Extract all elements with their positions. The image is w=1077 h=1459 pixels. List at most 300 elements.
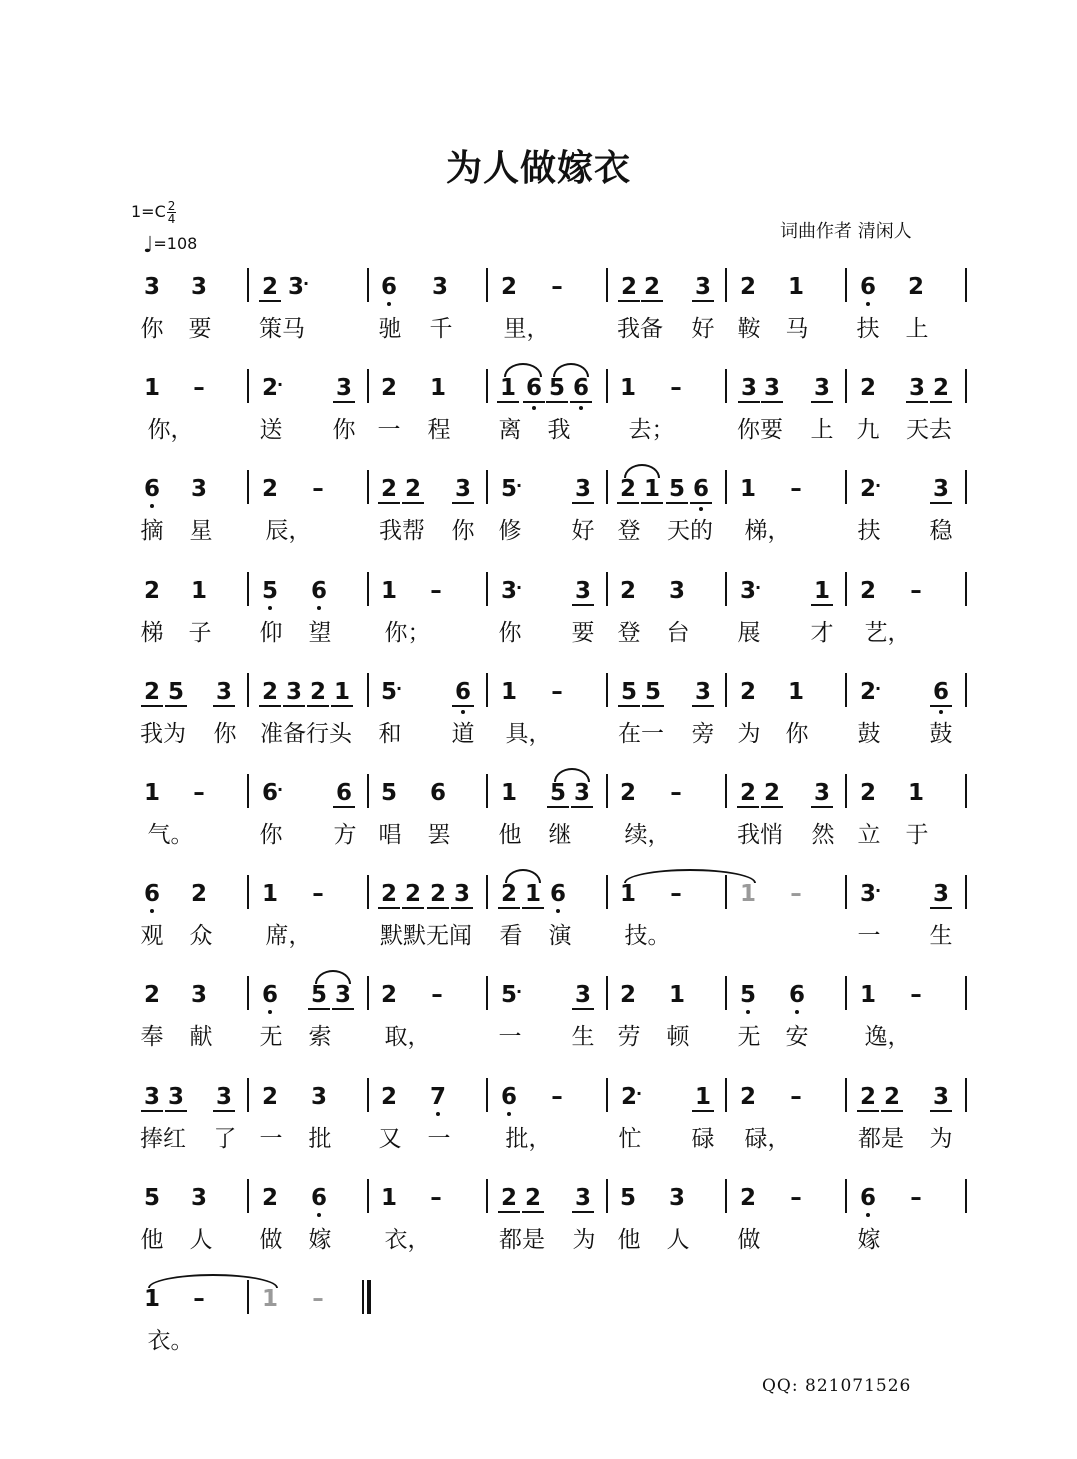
- note-digit: 6: [310, 577, 327, 604]
- lyric-syllable: 你: [498, 619, 522, 646]
- note: [496, 478, 522, 501]
- note-digit: 6: [572, 375, 589, 402]
- barline: [486, 1078, 488, 1112]
- note-digit: 3: [859, 881, 876, 908]
- note: [903, 276, 929, 299]
- barline: [247, 1179, 249, 1213]
- note: [640, 678, 666, 705]
- low-octave-dot: [150, 504, 154, 508]
- note: [690, 678, 716, 705]
- note: [376, 577, 402, 604]
- low-octave-dot: [268, 1010, 272, 1014]
- barline: [367, 470, 369, 504]
- note: [186, 276, 212, 299]
- barline: [486, 875, 488, 909]
- lyric-syllable: 梯，: [744, 518, 791, 545]
- note: [257, 1288, 283, 1311]
- lyric-syllable: 鼓: [929, 720, 953, 747]
- note: [615, 782, 641, 805]
- lyric-syllable: 顿: [666, 1024, 690, 1051]
- lyric-syllable: 程: [427, 417, 451, 444]
- note: [257, 984, 283, 1007]
- underline-beam: [522, 1211, 544, 1213]
- lyric-syllable: 演: [548, 923, 572, 950]
- augmentation-dot: ·: [875, 476, 882, 496]
- key-signature: [131, 200, 176, 225]
- note-digit: 2: [739, 1184, 756, 1211]
- sustain-dash: [423, 1184, 449, 1211]
- note-digit: 5: [620, 678, 637, 705]
- underline-beam: [333, 806, 355, 808]
- lyric-syllable: 取，: [384, 1024, 431, 1051]
- low-octave-dot: [507, 1112, 511, 1116]
- note-digit: 1: [739, 881, 756, 908]
- underline-beam: [522, 907, 544, 909]
- note: [616, 678, 642, 705]
- barline: [725, 369, 727, 403]
- lyric-syllable: 你；: [384, 619, 431, 646]
- note-digit: 1: [643, 476, 660, 503]
- lyric-syllable: 你: [213, 720, 237, 747]
- note: [331, 377, 357, 400]
- note-digit: 2: [261, 1184, 278, 1211]
- lyric-syllable: 看: [499, 923, 523, 950]
- note-digit: 5: [380, 780, 397, 806]
- barline: [606, 875, 608, 909]
- note: [615, 478, 641, 501]
- underline-beam: [498, 1211, 520, 1213]
- note: [211, 1083, 237, 1110]
- sustain-dash: [783, 1184, 809, 1211]
- note-digit: 2: [859, 476, 876, 503]
- augmentation-dot: ·: [277, 375, 284, 395]
- note-digit: 5: [644, 678, 661, 705]
- barline: [247, 1078, 249, 1112]
- barline: [367, 875, 369, 909]
- note: [186, 883, 212, 906]
- tie-slur: [505, 869, 541, 883]
- note-digit: 6: [788, 982, 805, 1009]
- note: [616, 276, 642, 299]
- barline: [367, 369, 369, 403]
- lyric-syllable: 在一: [618, 720, 664, 747]
- note-digit: 5: [143, 1184, 160, 1211]
- note: [139, 1083, 165, 1110]
- barline: [486, 673, 488, 707]
- note-digit: 1: [380, 1184, 397, 1211]
- lyric-syllable: 道: [451, 720, 475, 747]
- underline-beam: [378, 907, 400, 909]
- note: [376, 377, 402, 400]
- sustain-dash: [544, 1083, 570, 1110]
- lyric-syllable: 为: [929, 1125, 953, 1152]
- low-octave-dot: [461, 710, 465, 714]
- note-digit: 3: [813, 375, 830, 402]
- underline-beam: [452, 502, 474, 504]
- low-octave-dot: [579, 406, 583, 410]
- note: [425, 782, 451, 805]
- underline-beam: [259, 300, 281, 302]
- barline: [247, 976, 249, 1010]
- low-octave-dot: [866, 1213, 870, 1217]
- note: [735, 577, 762, 604]
- note-digit: 3: [908, 375, 925, 402]
- underline-beam: [642, 705, 664, 707]
- note-digit: 3: [454, 476, 471, 503]
- low-octave-dot: [317, 606, 321, 610]
- sustain-dash: [783, 883, 809, 906]
- note: [928, 883, 954, 906]
- note: [735, 276, 761, 299]
- note-digit: 5: [619, 1184, 636, 1211]
- note: [735, 1083, 761, 1110]
- lyric-syllable: 了: [213, 1125, 237, 1152]
- underline-beam: [523, 401, 545, 403]
- note: [376, 1083, 402, 1110]
- barline: [247, 673, 249, 707]
- lyric-syllable: 上: [810, 417, 834, 444]
- note: [257, 1083, 283, 1110]
- lyric-syllable: 你: [332, 417, 356, 444]
- song-title: 为人做嫁衣: [445, 147, 631, 189]
- underline-beam: [333, 401, 355, 403]
- lyric-syllable: 扶: [857, 518, 881, 545]
- note: [569, 782, 595, 805]
- underline-beam: [165, 705, 187, 707]
- low-octave-dot: [532, 406, 536, 410]
- lyric-syllable: 逸，: [864, 1024, 911, 1051]
- barline: [486, 470, 488, 504]
- note-digit: 6: [261, 780, 278, 806]
- lyric-syllable: 我备: [617, 316, 663, 342]
- note: [809, 782, 835, 805]
- barline: [845, 268, 847, 302]
- barline: [845, 673, 847, 707]
- note-digit: 2: [261, 375, 278, 402]
- note: [186, 984, 212, 1007]
- lyric-syllable: 我: [547, 417, 571, 444]
- note-digit: 3: [215, 1083, 232, 1110]
- note-digit: 2: [739, 780, 756, 806]
- lyric-syllable: 子: [188, 619, 212, 646]
- lyric-syllable: 九: [856, 417, 880, 444]
- lyric-syllable: 星: [189, 518, 213, 545]
- note: [376, 883, 402, 906]
- note-digit: 3: [574, 1184, 591, 1211]
- note-digit: 2: [500, 881, 517, 908]
- note: [928, 678, 954, 705]
- note-digit: 2: [619, 780, 636, 806]
- note: [615, 577, 641, 604]
- sustain-dash: [305, 478, 331, 501]
- note-digit: 3: [668, 1184, 685, 1211]
- lyric-syllable: 送: [259, 417, 283, 444]
- note: [521, 377, 547, 400]
- note-digit: 2: [859, 577, 876, 604]
- note: [139, 883, 165, 906]
- underline-beam: [811, 401, 833, 403]
- barline: [247, 369, 249, 403]
- note-digit: 2: [143, 982, 160, 1009]
- barline: [486, 268, 488, 302]
- barline: [606, 774, 608, 808]
- note-digit: 2: [859, 780, 876, 806]
- note-digit: –: [670, 375, 682, 402]
- lyric-syllable: 准备行头: [260, 720, 352, 747]
- barline: [965, 774, 967, 808]
- lyric-syllable: 一: [259, 1125, 283, 1152]
- note-digit: 1: [907, 780, 924, 806]
- note-digit: 5: [549, 780, 566, 806]
- barline: [247, 470, 249, 504]
- note: [450, 478, 476, 501]
- augmentation-dot: ·: [277, 780, 284, 799]
- barline: [725, 1078, 727, 1112]
- note: [139, 782, 165, 805]
- lyric-syllable: 你: [451, 518, 475, 545]
- note: [139, 1184, 165, 1211]
- note-digit: 2: [380, 1083, 397, 1110]
- note-digit: 2: [739, 678, 756, 705]
- barline: [845, 1078, 847, 1112]
- tie-slur: [148, 1274, 278, 1288]
- lyric-syllable: 鞍: [737, 316, 761, 342]
- lyric-syllable: 天去: [906, 417, 952, 444]
- lyric-syllable: 他: [140, 1226, 164, 1253]
- lyric-syllable: 嫁: [857, 1226, 881, 1253]
- lyric-syllable: 去；: [628, 417, 675, 444]
- note-digit: 2: [763, 780, 780, 806]
- note-digit: 2: [859, 375, 876, 402]
- note-digit: –: [551, 1083, 563, 1110]
- note-digit: 2: [404, 476, 421, 503]
- note-digit: 1: [429, 375, 446, 402]
- note: [306, 1184, 332, 1211]
- barline: [845, 1179, 847, 1213]
- note: [211, 678, 237, 705]
- note-digit: 2: [619, 982, 636, 1009]
- augmentation-dot: ·: [516, 982, 523, 1002]
- note: [903, 782, 929, 805]
- note: [809, 377, 835, 400]
- note: [544, 377, 570, 400]
- note: [759, 377, 785, 400]
- sustain-dash: [186, 1288, 212, 1311]
- note-digit: –: [910, 1184, 922, 1211]
- underline-beam: [546, 401, 568, 403]
- underline-beam: [165, 1110, 187, 1112]
- barline: [965, 369, 967, 403]
- note: [425, 883, 451, 906]
- barline: [367, 572, 369, 606]
- lyric-syllable: 辰，: [265, 518, 312, 545]
- note-digit: 2: [429, 881, 446, 908]
- sustain-dash: [544, 678, 570, 705]
- note-digit: 3: [694, 678, 711, 705]
- lyric-syllable: 碌，: [744, 1125, 791, 1152]
- note-digit: 2: [619, 577, 636, 604]
- note: [616, 1083, 643, 1110]
- lyric-syllable: 他: [617, 1226, 641, 1253]
- note: [855, 377, 881, 400]
- lyric-syllable: 一: [427, 1125, 451, 1152]
- note-digit: 7: [429, 1083, 446, 1110]
- underline-beam: [738, 401, 760, 403]
- barline: [486, 1179, 488, 1213]
- note-digit: –: [431, 982, 443, 1009]
- underline-beam: [141, 1110, 163, 1112]
- note-digit: 2: [500, 274, 517, 300]
- barline: [725, 774, 727, 808]
- lyric-syllable: 席，: [265, 923, 312, 950]
- note: [735, 678, 761, 705]
- sustain-dash: [663, 782, 689, 805]
- note-digit: 2: [190, 881, 207, 908]
- note-digit: 3: [668, 577, 685, 604]
- note: [784, 984, 810, 1007]
- note: [496, 984, 522, 1007]
- note: [163, 1083, 189, 1110]
- note-digit: 2: [261, 476, 278, 503]
- barline: [606, 976, 608, 1010]
- note: [281, 678, 307, 705]
- note-digit: 3: [143, 274, 160, 300]
- note: [376, 678, 403, 705]
- augmentation-dot: ·: [516, 577, 523, 597]
- note-digit: 1: [500, 780, 517, 806]
- note-digit: 6: [310, 1184, 327, 1211]
- final-barline-thick: [367, 1280, 371, 1314]
- lyric-syllable: 人: [189, 1226, 213, 1253]
- note: [520, 883, 546, 906]
- note: [570, 478, 596, 501]
- underline-beam: [617, 502, 639, 504]
- underline-beam: [378, 502, 400, 504]
- barline: [486, 774, 488, 808]
- lyric-syllable: 他: [498, 822, 522, 848]
- note-digit: 2: [619, 476, 636, 503]
- lyric-syllable: 我帮: [379, 518, 425, 545]
- note-digit: 3: [453, 881, 470, 908]
- note-digit: 2: [380, 375, 397, 402]
- lyric-syllable: 扶: [856, 316, 880, 342]
- barline: [367, 976, 369, 1010]
- lyric-syllable: 罢: [427, 822, 451, 848]
- note: [615, 984, 641, 1007]
- lyric-syllable: 梯: [140, 619, 164, 646]
- underline-beam: [331, 705, 353, 707]
- barline: [606, 572, 608, 606]
- note-digit: 1: [380, 577, 397, 604]
- note-digit: 2: [404, 881, 421, 908]
- note-digit: 2: [524, 1184, 541, 1211]
- augmentation-dot: ·: [303, 274, 310, 293]
- note-digit: 1: [668, 982, 685, 1009]
- lyric-syllable: 批: [308, 1125, 332, 1152]
- note: [879, 1083, 905, 1110]
- note-digit: 6: [143, 881, 160, 908]
- note-digit: –: [790, 476, 802, 503]
- note: [735, 782, 761, 805]
- note: [376, 782, 402, 805]
- note-digit: 2: [620, 274, 637, 300]
- lyric-syllable: 离: [498, 417, 522, 444]
- note-digit: 3: [500, 577, 517, 604]
- note-digit: 6: [335, 780, 352, 806]
- lyric-syllable: 碌: [691, 1125, 715, 1152]
- note: [809, 577, 835, 604]
- barline: [247, 268, 249, 302]
- lyric-syllable: 马: [785, 316, 809, 342]
- barline: [367, 1179, 369, 1213]
- lyric-syllable: 我为: [140, 720, 186, 747]
- note-digit: 3: [190, 1184, 207, 1211]
- lyric-syllable: 气。: [147, 822, 194, 848]
- lyric-syllable: 好: [691, 316, 715, 342]
- underline-beam: [570, 401, 592, 403]
- note-digit: 1: [787, 678, 804, 705]
- note: [735, 1184, 761, 1211]
- sustain-dash: [424, 984, 450, 1007]
- key-prefix: 1=C: [131, 202, 166, 221]
- note-digit: –: [312, 1286, 324, 1312]
- lyric-syllable: 衣。: [147, 1328, 194, 1354]
- note-digit: –: [790, 1184, 802, 1211]
- underline-beam: [692, 705, 714, 707]
- note-digit: 3: [310, 1083, 327, 1110]
- note: [496, 782, 522, 805]
- tie-slur: [553, 363, 589, 377]
- lyric-syllable: 众: [189, 923, 213, 950]
- note-digit: 3: [813, 780, 830, 806]
- lyric-syllable: 摘: [140, 518, 164, 545]
- note: [855, 276, 881, 299]
- lyric-syllable: 于: [905, 822, 929, 848]
- lyric-syllable: 登: [617, 619, 641, 646]
- underline-beam: [307, 705, 329, 707]
- note: [257, 883, 283, 906]
- note-digit: 6: [380, 274, 397, 300]
- lyric-syllable: 和: [378, 720, 402, 747]
- barline: [247, 1280, 249, 1314]
- note-digit: 2: [500, 1184, 517, 1211]
- note-digit: 2: [380, 982, 397, 1009]
- note: [783, 678, 809, 705]
- lyric-syllable: 旁: [691, 720, 715, 747]
- lyric-syllable: 你，: [147, 417, 194, 444]
- note-digit: 2: [380, 476, 397, 503]
- note: [570, 1184, 596, 1211]
- note-digit: 6: [859, 274, 876, 300]
- barline: [965, 470, 967, 504]
- note-digit: 1: [524, 881, 541, 908]
- underline-beam: [213, 1110, 235, 1112]
- note-digit: 1: [261, 1286, 278, 1312]
- lyric-syllable: 嫁: [308, 1226, 332, 1253]
- lyric-syllable: 观: [140, 923, 164, 950]
- barline: [486, 369, 488, 403]
- note-digit: 3: [334, 982, 351, 1009]
- low-octave-dot: [150, 909, 154, 913]
- underline-beam: [906, 401, 928, 403]
- note-digit: 5: [167, 678, 184, 705]
- note: [855, 577, 881, 604]
- note: [928, 1083, 954, 1110]
- sustain-dash: [663, 377, 689, 400]
- augmentation-dot: ·: [396, 678, 403, 698]
- barline: [965, 572, 967, 606]
- sustain-dash: [903, 577, 929, 604]
